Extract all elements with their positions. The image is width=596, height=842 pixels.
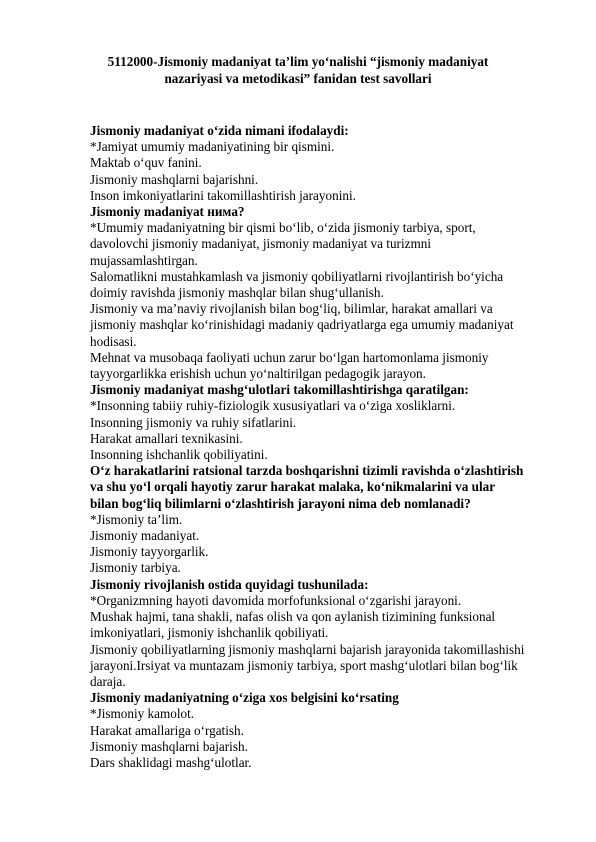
answer-option: Jismoniy mashqlarni bajarishni. — [90, 171, 259, 187]
answer-option: Insonning jismoniy va ruhiy sifatlarini. — [90, 414, 297, 430]
question-block — [90, 123, 560, 204]
question-text: O‘z harakatlarini ratsional tarzda boshqarishni tizimli ravishda o‘zlashtirish — [90, 463, 524, 479]
question-block — [90, 204, 560, 382]
answer-option: tayyorgarlikka erishish uchun yo‘naltirilgan pedagogik jarayon. — [90, 366, 426, 382]
question-text: bilan bog‘liq bilimlarni o‘zlashtirish jarayoni nima deb nomlanadi? — [90, 495, 471, 511]
answer-option: *Jismoniy kamolot. — [90, 706, 195, 722]
answer-option: imkoniyatlari, jismoniy ishchanlik qobiliyati. — [90, 625, 329, 641]
answer-option: jismoniy mashqlar ko‘rinishidagi madaniy qadriyatlarga ega umumiy madaniyat — [90, 317, 514, 333]
answer-option: jarayoni.Irsiyat va muntazam jismoniy tarbiya, sport mashg‘ulotlari bilan bog‘lik — [90, 657, 518, 673]
answer-option: *Umumiy madaniyatning bir qismi bo‘lib, o‘zida jismoniy tarbiya, sport, — [90, 220, 476, 236]
question-list — [90, 123, 560, 771]
question-block — [90, 577, 560, 690]
answer-option: *Jamiyat umumiy madaniyatining bir qismini. — [90, 139, 335, 155]
answer-option: *Organizmning hayoti davomida morfofunksional o‘zgarishi jarayoni. — [90, 592, 462, 608]
answer-option: Inson imkoniyatlarini takomillashtirish jarayonini. — [90, 187, 356, 203]
answer-option: *Jismoniy ta’lim. — [90, 511, 183, 527]
answer-option: mujassamlashtirgan. — [90, 252, 198, 268]
question-text: Jismoniy madaniyat нима? — [90, 204, 245, 220]
question-block — [90, 463, 560, 576]
answer-option: Jismoniy qobiliyatlarning jismoniy mashqlarni bajarish jarayonida takomillashishi — [90, 641, 525, 657]
title-line: nazariyasi va metodikasi” fanidan test savollari — [164, 71, 432, 86]
answer-option: Jismoniy va ma’naviy rivojlanish bilan bog‘liq, bilimlar, harakat amallari va — [90, 301, 493, 317]
question-text: Jismoniy madaniyat o‘zida nimani ifodalaydi: — [90, 123, 349, 138]
answer-option: Harakat amallariga o‘rgatish. — [90, 722, 244, 738]
answer-option: Maktab o‘quv fanini. — [90, 155, 202, 171]
answer-option: Harakat amallari texnikasini. — [90, 430, 243, 446]
answer-option: Mehnat va musobaqa faoliyati uchun zarur bo‘lgan hartomonlama jismoniy — [90, 349, 489, 365]
answer-option: Insonning ishchanlik qobiliyatini. — [90, 447, 268, 463]
answer-option: hodisasi. — [90, 333, 137, 349]
answer-option: Jismoniy mashqlarni bajarish. — [90, 738, 248, 754]
question-text: Jismoniy madaniyat mashg‘ulotlari takomillashtirishga qaratilgan: — [90, 382, 469, 398]
answer-option: doimiy ravishda jismoniy mashqlar bilan shug‘ullanish. — [90, 285, 384, 301]
answer-option: *Insonning tabiiy ruhiy-fiziologik xususiyatlari va o‘ziga xosliklarni. — [90, 398, 456, 414]
answer-option: Jismoniy tarbiya. — [90, 560, 181, 576]
question-text: Jismoniy rivojlanish ostida quyidagi tushunilada: — [90, 576, 369, 592]
answer-option: Mushak hajmi, tana shakli, nafas olish va qon aylanish tizimining funksional — [90, 609, 496, 625]
answer-option: Dars shaklidagi mashg‘ulotlar. — [90, 754, 252, 770]
answer-option: Salomatlikni mustahkamlash va jismoniy qobiliyatlarni rivojlantirish bo‘yicha — [90, 268, 504, 284]
question-text: Jismoniy madaniyatning o‘ziga xos belgisini ko‘rsating — [90, 690, 399, 706]
question-block — [90, 382, 560, 463]
question-text: va shu yo‘l orqali hayotiy zarur harakat malaka, ko‘nikmalarini va ular — [90, 479, 496, 495]
document-title — [60, 53, 536, 87]
answer-option: daraja. — [90, 673, 126, 689]
question-block — [90, 690, 560, 771]
answer-option: davolovchi jismoniy madaniyat, jismoniy madaniyat va turizmni — [90, 236, 431, 252]
answer-option: Jismoniy madaniyat. — [90, 528, 200, 544]
answer-option: Jismoniy tayyorgarlik. — [90, 544, 209, 560]
title-line: 5112000-Jismoniy madaniyat ta’lim yo‘nalishi “jismoniy madaniyat — [107, 54, 489, 69]
